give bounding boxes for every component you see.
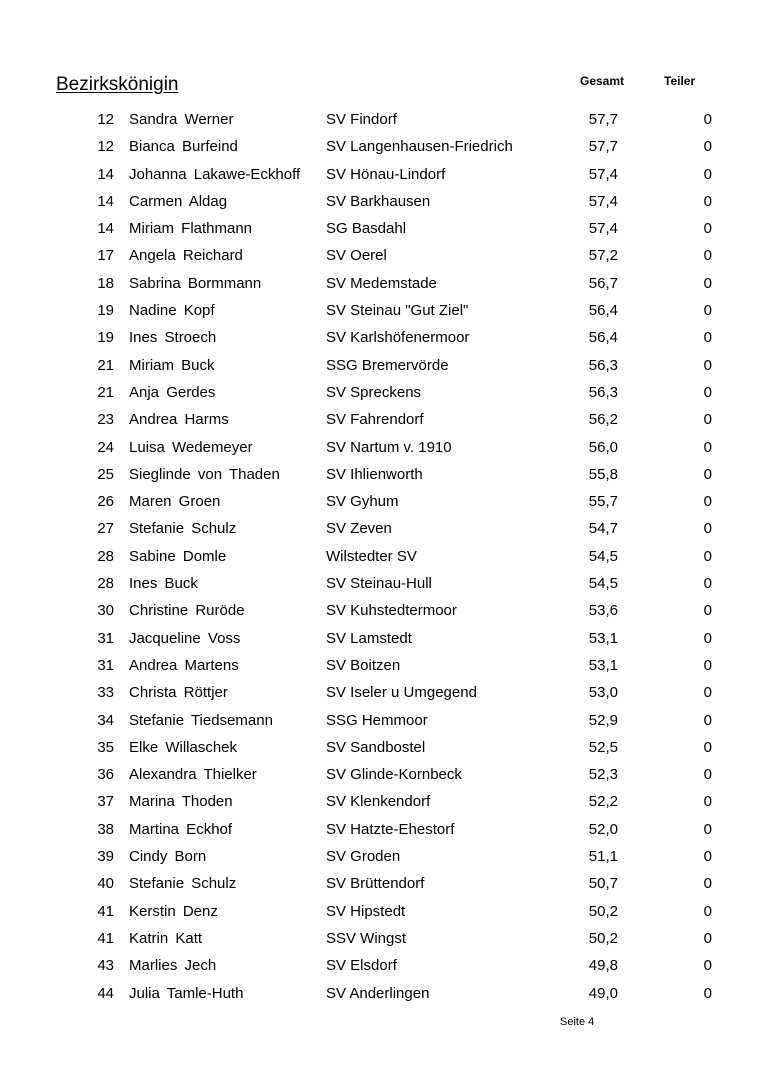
shooter-name: Angela Reichard (129, 247, 243, 265)
shooter-name: Cindy Born (129, 848, 207, 866)
table-row (0, 133, 764, 160)
rank-cell: 33 (97, 684, 114, 702)
shooter-name: Julia Tamle-Huth (129, 984, 244, 1002)
shooter-name: Bianca Burfeind (129, 138, 238, 156)
table-row (0, 597, 764, 624)
rank-cell: 43 (97, 957, 114, 975)
rank-cell: 41 (97, 929, 114, 947)
shooter-name: Miriam Flathmann (129, 220, 253, 238)
club-name: SV Hatzte-Ehestorf (326, 820, 455, 838)
rank-cell: 27 (97, 520, 114, 538)
club-name: SG Basdahl (326, 220, 407, 238)
teiler-value: 0 (703, 575, 712, 593)
rank-cell: 18 (97, 274, 114, 292)
table-row (0, 543, 764, 570)
rank-cell: 14 (97, 192, 114, 210)
rank-cell: 35 (97, 738, 114, 756)
table-row (0, 843, 764, 870)
club-name: SV Gyhum (326, 493, 399, 511)
club-name: SV Zeven (326, 520, 392, 538)
table-row (0, 816, 764, 843)
club-name: SSG Hemmoor (326, 711, 428, 729)
club-name: SV Steinau-Hull (326, 575, 432, 593)
rank-cell: 17 (97, 247, 114, 265)
shooter-name: Katrin Katt (129, 929, 203, 947)
column-header-teiler: Teiler (664, 74, 696, 88)
club-name: SV Steinau "Gut Ziel" (326, 302, 469, 320)
club-name: SV Spreckens (326, 383, 422, 401)
rank-cell: 21 (97, 356, 114, 374)
table-row (0, 461, 764, 488)
table-row (0, 324, 764, 351)
club-name: SV Medemstade (326, 274, 437, 292)
shooter-name: Stefanie Schulz (129, 520, 237, 538)
rank-cell: 23 (97, 411, 114, 429)
rank-cell: 36 (97, 766, 114, 784)
page-number: Seite 4 (560, 1016, 595, 1028)
teiler-value: 0 (703, 274, 712, 292)
rank-cell: 34 (97, 711, 114, 729)
shooter-name: Marlies Jech (129, 957, 217, 975)
shooter-name: Luisa Wedemeyer (129, 438, 253, 456)
club-name: SV Karlshöfenermoor (326, 329, 470, 347)
table-row (0, 215, 764, 242)
gesamt-score: 52,5 (588, 738, 618, 756)
gesamt-score: 53,0 (588, 684, 618, 702)
rank-cell: 12 (97, 111, 114, 128)
club-name: SV Nartum v. 1910 (326, 438, 452, 456)
shooter-name: Andrea Harms (129, 411, 229, 429)
rank-cell: 40 (97, 875, 114, 893)
table-row (0, 488, 764, 515)
table-row (0, 188, 764, 215)
gesamt-score: 56,2 (588, 411, 618, 429)
rank-cell: 19 (97, 329, 114, 347)
teiler-value: 0 (703, 929, 712, 947)
shooter-name: Ines Buck (129, 575, 198, 593)
table-row (0, 870, 764, 897)
club-name: SV Oerel (326, 247, 387, 265)
teiler-value: 0 (703, 383, 712, 401)
table-row (0, 352, 764, 379)
teiler-value: 0 (703, 902, 712, 920)
club-name: SV Glinde-Kornbeck (326, 766, 462, 784)
table-row (0, 297, 764, 324)
gesamt-score: 52,0 (588, 820, 618, 838)
shooter-name: Kerstin Denz (129, 902, 218, 920)
rank-cell: 28 (97, 547, 114, 565)
rank-cell: 14 (97, 220, 114, 238)
shooter-name: Elke Willaschek (129, 738, 238, 756)
club-name: SV Fahrendorf (326, 411, 424, 429)
club-name: Wilstedter SV (326, 547, 417, 565)
teiler-value: 0 (703, 465, 712, 483)
rank-cell: 26 (97, 493, 114, 511)
club-name: SV Iseler u Umgegend (326, 684, 477, 702)
table-row (0, 270, 764, 297)
rank-cell: 44 (97, 984, 114, 1002)
club-name: SV Elsdorf (326, 957, 397, 975)
table-row (0, 898, 764, 925)
teiler-value: 0 (703, 848, 712, 866)
gesamt-score: 56,3 (588, 383, 618, 401)
table-row (0, 625, 764, 652)
gesamt-score: 54,5 (588, 575, 618, 593)
shooter-name: Sieglinde von Thaden (129, 465, 280, 483)
teiler-value: 0 (703, 793, 712, 811)
gesamt-score: 54,5 (588, 547, 618, 565)
table-row (0, 652, 764, 679)
shooter-name: Stefanie Schulz (129, 875, 237, 893)
club-name: SSV Wingst (326, 929, 407, 947)
teiler-value: 0 (703, 738, 712, 756)
shooter-name: Jacqueline Voss (129, 629, 241, 647)
table-row (0, 980, 764, 1007)
club-name: SV Lamstedt (326, 629, 412, 647)
table-row (0, 734, 764, 761)
teiler-value: 0 (703, 192, 712, 210)
gesamt-score: 57,7 (588, 111, 618, 128)
page-title: Bezirkskönigin (56, 74, 179, 95)
teiler-value: 0 (703, 547, 712, 565)
rank-cell: 14 (97, 165, 114, 183)
gesamt-score: 51,1 (588, 848, 618, 866)
teiler-value: 0 (703, 984, 712, 1002)
gesamt-score: 57,4 (588, 192, 618, 210)
gesamt-score: 52,9 (588, 711, 618, 729)
table-row (0, 106, 764, 133)
teiler-value: 0 (703, 329, 712, 347)
shooter-name: Sabrina Bormmann (129, 274, 262, 292)
rank-cell: 37 (97, 793, 114, 811)
teiler-value: 0 (703, 875, 712, 893)
table-row (0, 788, 764, 815)
rank-cell: 12 (97, 138, 114, 156)
gesamt-score: 56,7 (588, 274, 618, 292)
rank-cell: 25 (97, 465, 114, 483)
teiler-value: 0 (703, 820, 712, 838)
club-name: SV Findorf (326, 111, 397, 128)
shooter-name: Johanna Lakawe-Eckhoff (129, 165, 301, 183)
shooter-name: Maren Groen (129, 493, 221, 511)
teiler-value: 0 (703, 629, 712, 647)
shooter-name: Miriam Buck (129, 356, 215, 374)
rank-cell: 31 (97, 656, 114, 674)
gesamt-score: 50,2 (588, 929, 618, 947)
club-name: SV Langenhausen-Friedrich (326, 138, 513, 156)
teiler-value: 0 (703, 138, 712, 156)
table-row (0, 406, 764, 433)
club-name: SV Ihlienworth (326, 465, 423, 483)
gesamt-score: 57,4 (588, 165, 618, 183)
teiler-value: 0 (703, 766, 712, 784)
gesamt-score: 49,8 (588, 957, 618, 975)
table-row (0, 379, 764, 406)
rank-cell: 30 (97, 602, 114, 620)
table-row (0, 952, 764, 979)
shooter-name: Christine Ruröde (129, 602, 245, 620)
shooter-name: Carmen Aldag (129, 192, 228, 210)
teiler-value: 0 (703, 111, 712, 128)
gesamt-score: 56,4 (588, 302, 618, 320)
club-name: SV Klenkendorf (326, 793, 431, 811)
table-row (0, 707, 764, 734)
shooter-name: Christa Röttjer (129, 684, 228, 702)
rank-cell: 19 (97, 302, 114, 320)
gesamt-score: 55,7 (588, 493, 618, 511)
gesamt-score: 56,0 (588, 438, 618, 456)
gesamt-score: 56,4 (588, 329, 618, 347)
teiler-value: 0 (703, 684, 712, 702)
shooter-name: Sandra Werner (129, 111, 234, 128)
rank-cell: 21 (97, 383, 114, 401)
gesamt-score: 57,2 (588, 247, 618, 265)
table-row (0, 434, 764, 461)
teiler-value: 0 (703, 493, 712, 511)
teiler-value: 0 (703, 957, 712, 975)
teiler-value: 0 (703, 356, 712, 374)
shooter-name: Marina Thoden (129, 793, 233, 811)
club-name: SV Barkhausen (326, 192, 431, 210)
shooter-name: Anja Gerdes (129, 383, 216, 401)
gesamt-score: 53,1 (588, 656, 618, 674)
club-name: SV Hipstedt (326, 902, 406, 920)
club-name: SV Groden (326, 848, 401, 866)
shooter-name: Sabine Domle (129, 547, 227, 565)
teiler-value: 0 (703, 247, 712, 265)
teiler-value: 0 (703, 520, 712, 538)
shooter-name: Andrea Martens (129, 656, 239, 674)
table-row (0, 925, 764, 952)
teiler-value: 0 (703, 411, 712, 429)
shooter-name: Alexandra Thielker (129, 766, 257, 784)
teiler-value: 0 (703, 602, 712, 620)
gesamt-score: 49,0 (588, 984, 618, 1002)
teiler-value: 0 (703, 711, 712, 729)
results-table (0, 106, 764, 1007)
gesamt-score: 52,3 (588, 766, 618, 784)
gesamt-score: 50,2 (588, 902, 618, 920)
club-name: SV Hönau-Lindorf (326, 165, 446, 183)
gesamt-score: 56,3 (588, 356, 618, 374)
table-row (0, 761, 764, 788)
rank-cell: 28 (97, 575, 114, 593)
gesamt-score: 57,4 (588, 220, 618, 238)
rank-cell: 41 (97, 902, 114, 920)
column-header-gesamt: Gesamt (580, 74, 625, 88)
table-row (0, 242, 764, 269)
gesamt-score: 53,1 (588, 629, 618, 647)
club-name: SV Kuhstedtermoor (326, 602, 457, 620)
teiler-value: 0 (703, 438, 712, 456)
shooter-name: Ines Stroech (129, 329, 217, 347)
rank-cell: 39 (97, 848, 114, 866)
club-name: SSG Bremervörde (326, 356, 449, 374)
gesamt-score: 53,6 (588, 602, 618, 620)
shooter-name: Stefanie Tiedsemann (129, 711, 273, 729)
club-name: SV Boitzen (326, 656, 401, 674)
teiler-value: 0 (703, 656, 712, 674)
shooter-name: Martina Eckhof (129, 820, 233, 838)
teiler-value: 0 (703, 165, 712, 183)
gesamt-score: 50,7 (588, 875, 618, 893)
table-row (0, 161, 764, 188)
table-row (0, 570, 764, 597)
rank-cell: 38 (97, 820, 114, 838)
gesamt-score: 55,8 (588, 465, 618, 483)
gesamt-score: 52,2 (588, 793, 618, 811)
teiler-value: 0 (703, 220, 712, 238)
shooter-name: Nadine Kopf (129, 302, 215, 320)
gesamt-score: 57,7 (588, 138, 618, 156)
club-name: SV Brüttendorf (326, 875, 425, 893)
teiler-value: 0 (703, 302, 712, 320)
table-row (0, 515, 764, 542)
club-name: SV Sandbostel (326, 738, 426, 756)
rank-cell: 24 (97, 438, 114, 456)
gesamt-score: 54,7 (588, 520, 618, 538)
rank-cell: 31 (97, 629, 114, 647)
table-row (0, 679, 764, 706)
club-name: SV Anderlingen (326, 984, 430, 1002)
